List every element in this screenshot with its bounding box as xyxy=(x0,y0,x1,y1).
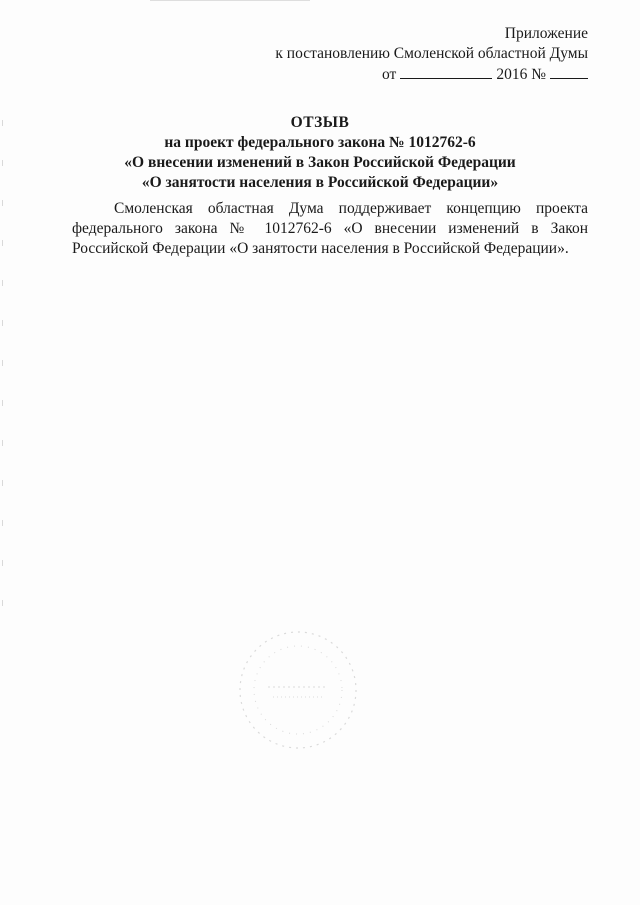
faded-seal-stamp xyxy=(228,615,368,765)
resolution-reference: к постановлению Смоленской областной Думы xyxy=(275,45,588,62)
title-line-2: «О внесении изменений в Закон Российской Федерации xyxy=(124,154,516,171)
number-blank xyxy=(550,64,588,79)
year: 2016 xyxy=(496,66,528,83)
title-main: ОТЗЫВ xyxy=(290,114,350,131)
title-line-3: «О занятости населения в Российской Федерации» xyxy=(141,174,499,191)
body-paragraph: Смоленская областная Дума поддерживает концепцию проекта федерального закона № 1012762-6 «О внесении изменений в Закон Российской Федерации «О занятости населения в Российской Федерации». xyxy=(72,200,588,257)
date-prefix: от xyxy=(382,66,397,83)
date-number-line xyxy=(275,64,588,85)
number-sign: № xyxy=(531,66,546,83)
title-line-1: на проект федерального закона № 1012762-6 xyxy=(164,134,476,151)
attachment-label: Приложение xyxy=(504,25,588,42)
scan-artifact-top xyxy=(150,0,310,7)
date-blank xyxy=(400,64,492,79)
scan-artifact-left-edge xyxy=(2,120,3,640)
attachment-header xyxy=(275,24,588,85)
document-title xyxy=(0,113,640,193)
